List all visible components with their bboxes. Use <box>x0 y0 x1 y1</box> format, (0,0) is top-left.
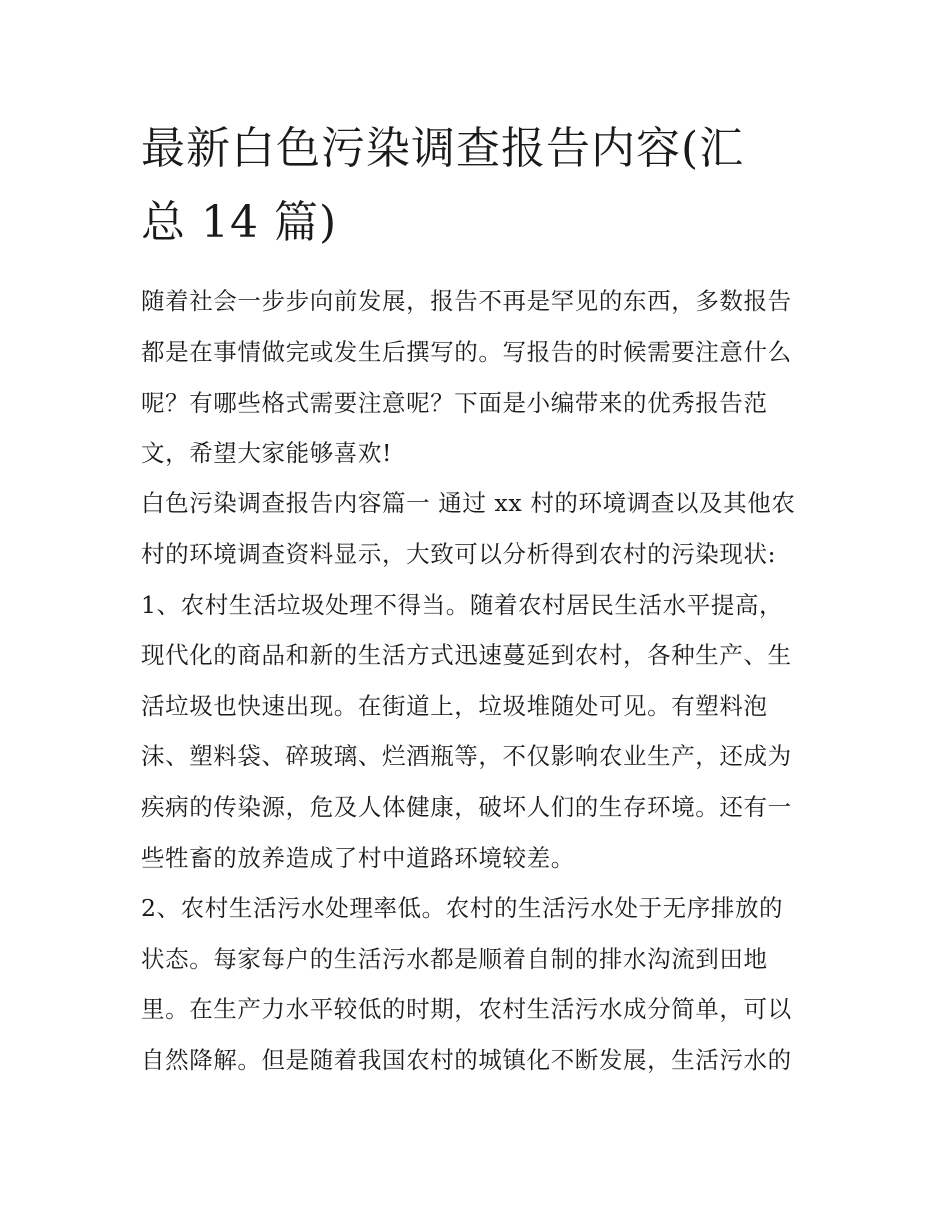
body-line: 村的环境调查资料显示，大致可以分析得到农村的污染现状: <box>141 540 777 568</box>
body-line: 自然降解。但是随着我国农村的城镇化不断发展，生活污水的 <box>141 1046 792 1074</box>
body-line: 活垃圾也快速出现。在街道上，垃圾堆随处可见。有塑料泡 <box>141 692 768 720</box>
title-line-2: 总 14 篇) <box>141 197 338 248</box>
body-line: 文，希望大家能够喜欢! <box>141 439 393 467</box>
document-title <box>141 112 821 260</box>
body-line: 里。在生产力水平较低的时期，农村生活污水成分简单，可以 <box>141 995 792 1023</box>
body-line: 状态。每家每户的生活污水都是顺着自制的排水沟流到田地 <box>141 945 768 973</box>
body-line: 些牲畜的放养造成了村中道路环境较差。 <box>141 844 575 872</box>
body-line: 随着社会一步步向前发展，报告不再是罕见的东西，多数报告 <box>141 287 792 315</box>
body-line: 现代化的商品和新的生活方式迅速蔓延到农村，各种生产、生 <box>141 641 792 669</box>
title-line-1: 最新白色污染调查报告内容(汇 <box>141 123 745 174</box>
body-line: 沫、塑料袋、碎玻璃、烂酒瓶等，不仅影响农业生产，还成为 <box>141 742 792 770</box>
body-line: 疾病的传染源，危及人体健康，破坏人们的生存环境。还有一 <box>141 793 792 821</box>
body-line: 1、农村生活垃圾处理不得当。随着农村居民生活水平提高， <box>141 591 784 619</box>
body-line: 2、农村生活污水处理率低。农村的生活污水处于无序排放的 <box>141 894 784 922</box>
body-line: 都是在事情做完或发生后撰写的。写报告的时候需要注意什么 <box>141 338 792 366</box>
body-line: 呢？有哪些格式需要注意呢？下面是小编带来的优秀报告范 <box>141 389 768 417</box>
body-line: 白色污染调查报告内容篇一 通过 xx 村的环境调查以及其他农 <box>141 489 796 517</box>
